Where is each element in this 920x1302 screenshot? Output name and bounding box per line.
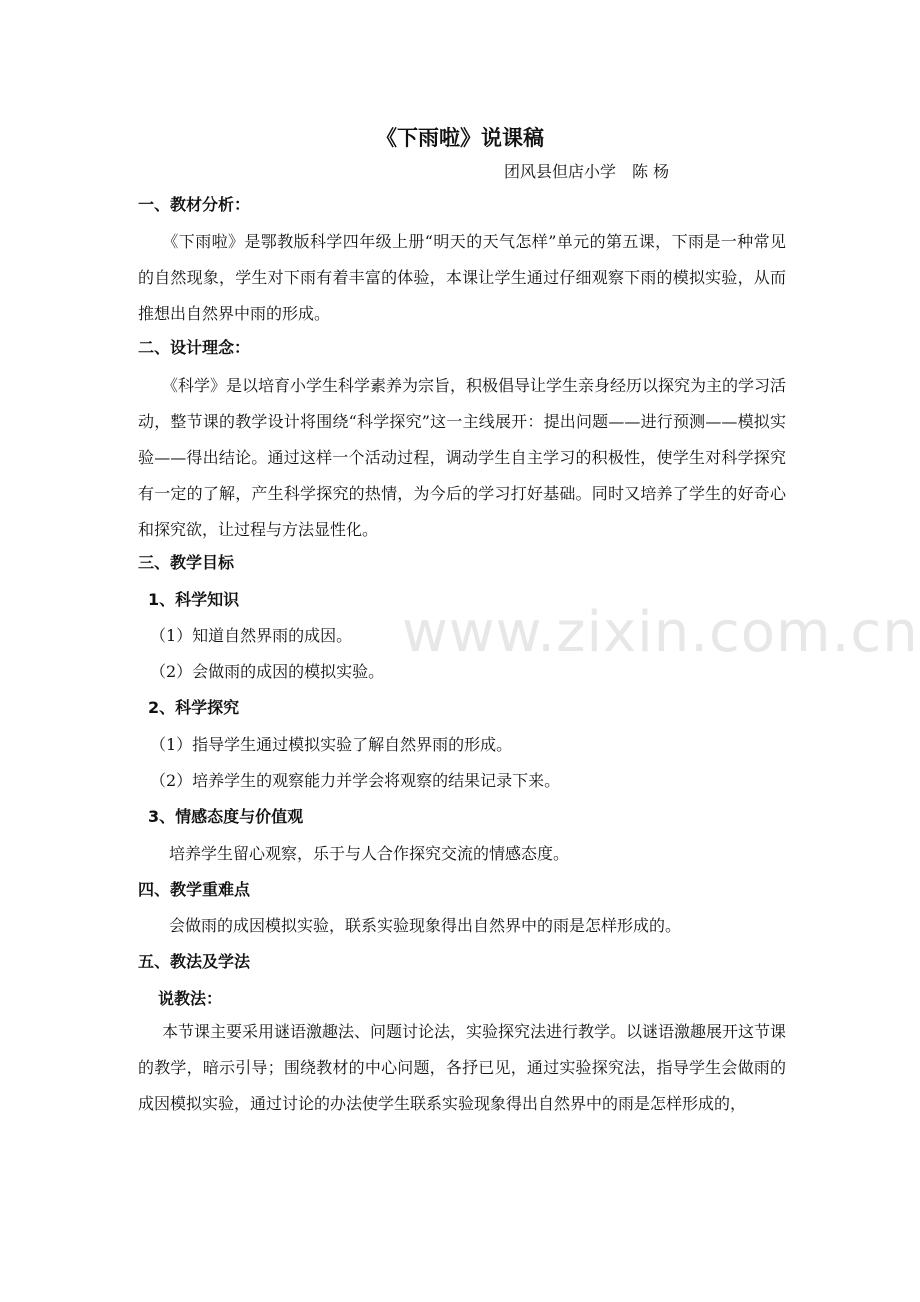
- section-heading-key-points: 四、教学重难点: [138, 880, 251, 899]
- subheading-science-knowledge: 1、科学知识: [148, 590, 240, 609]
- section-heading-design-concept: 二、设计理念：: [138, 338, 251, 357]
- section-body-design-concept: 《科学》是以培育小学生科学素养为宗旨，积极倡导让学生亲身经历以探究为主的学习活动，整节课的教学设计将围绕“科学探究”这一主线展开：提出问题——进行预测——模拟实验——得出结论。通过这样一个活动过程，调动学生自主学习的积极性，使学生对科学探究有一定的了解，产生科学探究的热情，为今后的学习打好基础。同时又培养了学生的好奇心和探究欲，让过程与方法显性化。: [138, 376, 787, 539]
- section-heading-objectives: 三、教学目标: [138, 553, 235, 572]
- attitude-text: 培养学生留心观察，乐于与人合作探究交流的情感态度。: [169, 844, 570, 863]
- section-heading-methods: 五、教法及学法: [138, 952, 251, 971]
- subheading-science-inquiry: 2、科学探究: [148, 698, 240, 717]
- list-item: （1）指导学生通过模拟实验了解自然界雨的形成。: [150, 735, 513, 754]
- author-line: 团风县但店小学 陈 杨: [504, 162, 670, 181]
- list-item: （2）会做雨的成因的模拟实验。: [150, 662, 385, 681]
- section-heading-materials: 一、教材分析：: [138, 195, 251, 214]
- page-title: 《下雨啦》说课稿: [376, 126, 544, 150]
- subheading-teaching-methods: 说教法：: [158, 989, 223, 1008]
- list-item: （1）知道自然界雨的成因。: [150, 626, 353, 645]
- watermark: www.zixin.com.cn: [402, 600, 919, 665]
- key-points-text: 会做雨的成因模拟实验，联系实验现象得出自然界中的雨是怎样形成的。: [169, 916, 682, 935]
- subheading-attitude-values: 3、情感态度与价值观: [148, 807, 304, 826]
- section-body-methods: 本节课主要采用谜语激趣法、问题讨论法，实验探究法进行教学。以谜语激趣展开这节课的教学，暗示引导；围绕教材的中心问题，各抒已见，通过实验探究法，指导学生会做雨的成因模拟实验，通过讨论的办法使学生联系实验现象得出自然界中的雨是怎样形成的，: [138, 1022, 787, 1113]
- section-body-materials: 《下雨啦》是鄂教版科学四年级上册“明天的天气怎样”单元的第五课，下雨是一种常见的自然现象，学生对下雨有着丰富的体验，本课让学生通过仔细观察下雨的模拟实验，从而推想出自然界中雨的形成。: [138, 232, 786, 323]
- list-item: （2）培养学生的观察能力并学会将观察的结果记录下来。: [150, 771, 561, 790]
